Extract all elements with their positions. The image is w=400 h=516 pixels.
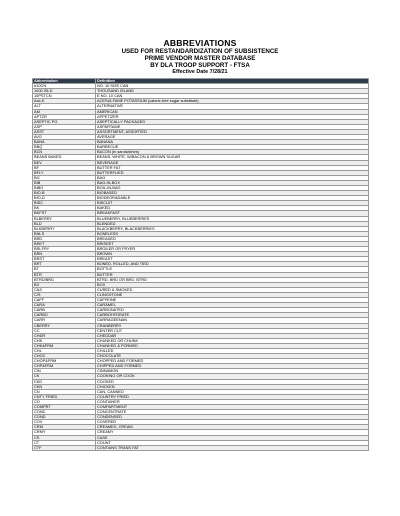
abbreviation-cell: BEANS BAKED [33,155,96,160]
abbreviation-cell: ASP [33,124,96,129]
definition-cell: CURED & SMOKED [96,287,369,292]
abbreviation-cell: BFLY [33,170,96,175]
document-title: ABBREVIATIONS [163,38,237,48]
definition-cell: CONDENSED [96,415,369,420]
abbreviation-cell: BLBERRY [33,216,96,221]
abbreviation-cell: BT [33,267,96,272]
definition-cell: CASE [96,435,369,440]
definition-cell: BOTTLE [96,267,369,272]
definition-cell: COOKING OR COOK [96,374,369,379]
abbreviation-cell: CIN [33,369,96,374]
definition-cell: ACESULFAME POTASSIUM (calorie-free sugar substitute) [96,99,369,104]
definition-cell: CARBONATED [96,308,369,313]
definition-cell: CONTAINS TRANS FAT [96,445,369,450]
abbreviation-cell: APTZR [33,114,96,119]
abbreviation-cell: CS [33,435,96,440]
definition-cell: BREADED [96,236,369,241]
definition-cell: BAG [96,175,369,180]
definition-cell: CARAMEL [96,303,369,308]
abbreviation-cell: BRST [33,257,96,262]
abbreviation-cell: #10CN [33,84,96,89]
definition-cell: BONED, ROLLED, AND TIED [96,262,369,267]
effective-date: Effective Date 7/28/21 [172,69,228,75]
definition-cell: CHICKEN [96,384,369,389]
abbreviation-cell: CHK [33,338,96,343]
abbreviation-cell: BTRD/BRD [33,277,96,282]
definition-cell: ASEPTICALLY PACKAGED [96,119,369,124]
definition-cell: E NO. 10 CAN [96,94,369,99]
definition-cell: BOIL-IN-BAG [96,185,369,190]
abbreviation-cell: CKN [33,384,96,389]
definition-cell: BUTTER [96,272,369,277]
definition-cell: THOUSAND ISLAND [96,89,369,94]
definition-cell: CREAMY [96,430,369,435]
abbreviation-cell: CHK&FRM [33,343,96,348]
column-header-definition: Definition [96,79,369,84]
abbreviation-cell: BX [33,282,96,287]
abbreviation-cell: CKD [33,379,96,384]
abbreviation-cell: BKFST [33,211,96,216]
abbreviation-cell: CAFF [33,298,96,303]
document-subtitle-2: PRIME VENDOR MASTER DATABASE [144,55,256,62]
abbreviation-cell: CHDR [33,333,96,338]
column-header-abbreviation: Abbreviation [33,79,96,84]
abbreviation-cell: CHL [33,348,96,353]
definition-cell: COOKED [96,379,369,384]
definition-cell: AVERAGE [96,135,369,140]
abbreviation-cell: CNTY FRIED [33,394,96,399]
definition-cell: BREAKFAST [96,211,369,216]
table-row [33,445,369,450]
definition-cell: BANANA [96,140,369,145]
abbreviation-cell: CHP&FRM [33,364,96,369]
abbreviation-cell: CHOC [33,354,96,359]
definition-cell: BREAST [96,257,369,262]
abbreviation-cell: BTR [33,272,96,277]
abbreviation-cell: BLKBERRY [33,226,96,231]
definition-cell: BAKED [96,206,369,211]
definition-cell: CARBOHYDRATE [96,313,369,318]
abbreviations-table [32,78,369,451]
abbreviation-cell: BIO-D [33,196,96,201]
definition-cell: ASSORTMENT, ASSORTED [96,129,369,134]
abbreviation-cell: COMPRT [33,405,96,410]
abbreviation-cell: BCN [33,150,96,155]
definition-cell: CONTAINER [96,399,369,404]
abbreviation-cell: BRKT [33,242,96,247]
abbreviation-cell: CARR [33,318,96,323]
document-subtitle-3: BY DLA TROOP SUPPORT - FTSA [150,62,250,69]
definition-cell: ALTERNATIVE [96,104,369,109]
definition-cell: NO. 10 SIZE CAN [96,84,369,89]
abbreviation-cell: BNLS [33,231,96,236]
abbreviation-cell: CO [33,399,96,404]
definition-cell: CINNAMON [96,369,369,374]
definition-cell: CONCENTRATE [96,410,369,415]
abbreviation-cell: COND [33,415,96,420]
definition-cell: BLENDED [96,221,369,226]
definition-cell: CHIPPED AND FORMED [96,364,369,369]
definition-cell: BISCUIT [96,201,369,206]
definition-cell: BLACKBERRY, BLACKBERRIES [96,226,369,231]
abbreviation-cell: CARB [33,308,96,313]
definition-cell: CHUNKED OR CHUNK [96,338,369,343]
definition-cell: BEVERAGE [96,160,369,165]
definition-cell: CLINGSTONE [96,292,369,297]
abbreviation-cell: 1000 ISLD [33,89,96,94]
definition-cell: COVERED [96,420,369,425]
abbreviation-cell: CARA [33,303,96,308]
table-body [33,84,369,451]
abbreviation-cell: COV [33,420,96,425]
definition-cell: CHOCOLATE [96,354,369,359]
definition-cell: BIOBASED [96,191,369,196]
definition-cell: COUNT [96,440,369,445]
abbreviation-cell: CRMY [33,430,96,435]
abbreviation-cell: BK [33,206,96,211]
definition-cell: APPETIZER [96,114,369,119]
definition-cell: BAG-IN-BOX [96,180,369,185]
definition-cell: BARBECUE [96,145,369,150]
definition-cell: CARRAGEENAN [96,318,369,323]
abbreviation-cell: BANA [33,140,96,145]
abbreviation-cell: CC [33,328,96,333]
abbreviation-cell: BEV [33,160,96,165]
definition-cell: BLUEBERRY, BLUEBERRIES [96,216,369,221]
abbreviation-cell: ASST [33,129,96,134]
abbreviation-cell: CK [33,374,96,379]
abbreviation-cell: BRN [33,252,96,257]
definition-cell: BROILER OR FRYER [96,247,369,252]
definition-cell: BOX [96,282,369,287]
abbreviation-cell: BRT [33,262,96,267]
definition-cell: COUNTRY FRIED [96,394,369,399]
definition-cell: BTRD, BRD OR BRD, BTRD [96,277,369,282]
abbreviation-cell: 10PSTCN [33,94,96,99]
abbreviation-cell: ALT [33,104,96,109]
definition-cell: CRANBERRY [96,323,369,328]
definition-cell: CENTER CUT [96,328,369,333]
abbreviation-cell: BRD [33,236,96,241]
abbreviation-cell: CARBO [33,313,96,318]
definition-cell: ASPARTAME [96,124,369,129]
abbreviation-cell: BG [33,175,96,180]
abbreviation-cell: AVG [33,135,96,140]
abbreviation-cell: C&S [33,287,96,292]
document-header [0,38,400,76]
document-subtitle-1: USED FOR RESTANDARDIZATION OF SUBSISTENCE [121,48,279,55]
definition-cell: BONELESS [96,231,369,236]
definition-cell: CHEDDAR [96,333,369,338]
abbreviation-cell: CT [33,440,96,445]
definition-cell: COMPARTMENT [96,405,369,410]
abbreviation-cell: CTF [33,445,96,450]
definition-cell: BIODEGRADABLE [96,196,369,201]
abbreviation-cell: Ace-K [33,99,96,104]
abbreviation-cell: BF [33,165,96,170]
definition-cell: BEANS, WHITE, W/BACON & BROWN SUGAR [96,155,369,160]
abbreviation-cell: C/S [33,292,96,297]
abbreviation-cell: BIBG [33,185,96,190]
abbreviation-cell: CN [33,389,96,394]
abbreviation-cell: BBQ [33,145,96,150]
definition-cell: CHUNKED & FORMED [96,343,369,348]
definition-cell: AMERICAN [96,109,369,114]
definition-cell: CAN, CANNED [96,389,369,394]
definition-cell: CHOPPED AND FORMED [96,359,369,364]
abbreviation-cell: CRM [33,425,96,430]
abbreviation-cell: BLD [33,221,96,226]
definition-cell: CHILLED [96,348,369,353]
abbreviation-cell: CONC [33,410,96,415]
abbreviation-cell: CHOP&FRM [33,359,96,364]
abbreviation-cell: BISC [33,201,96,206]
definition-cell: CAFFEINE [96,298,369,303]
definition-cell: BUTTER FAT [96,165,369,170]
definition-cell: BACON (in sandwiches) [96,150,369,155]
abbreviation-cell: BRLFRY [33,247,96,252]
abbreviation-cell: BIB [33,180,96,185]
abbreviation-cell: AM [33,109,96,114]
definition-cell: BRISKET [96,242,369,247]
abbreviation-cell: CBERRY [33,323,96,328]
definition-cell: BROWN [96,252,369,257]
abbreviation-cell: ASEPTIC PG [33,119,96,124]
definition-cell: BUTTERFLIED [96,170,369,175]
abbreviation-cell: BIO-B [33,191,96,196]
definition-cell: CREAMED, CREAM [96,425,369,430]
